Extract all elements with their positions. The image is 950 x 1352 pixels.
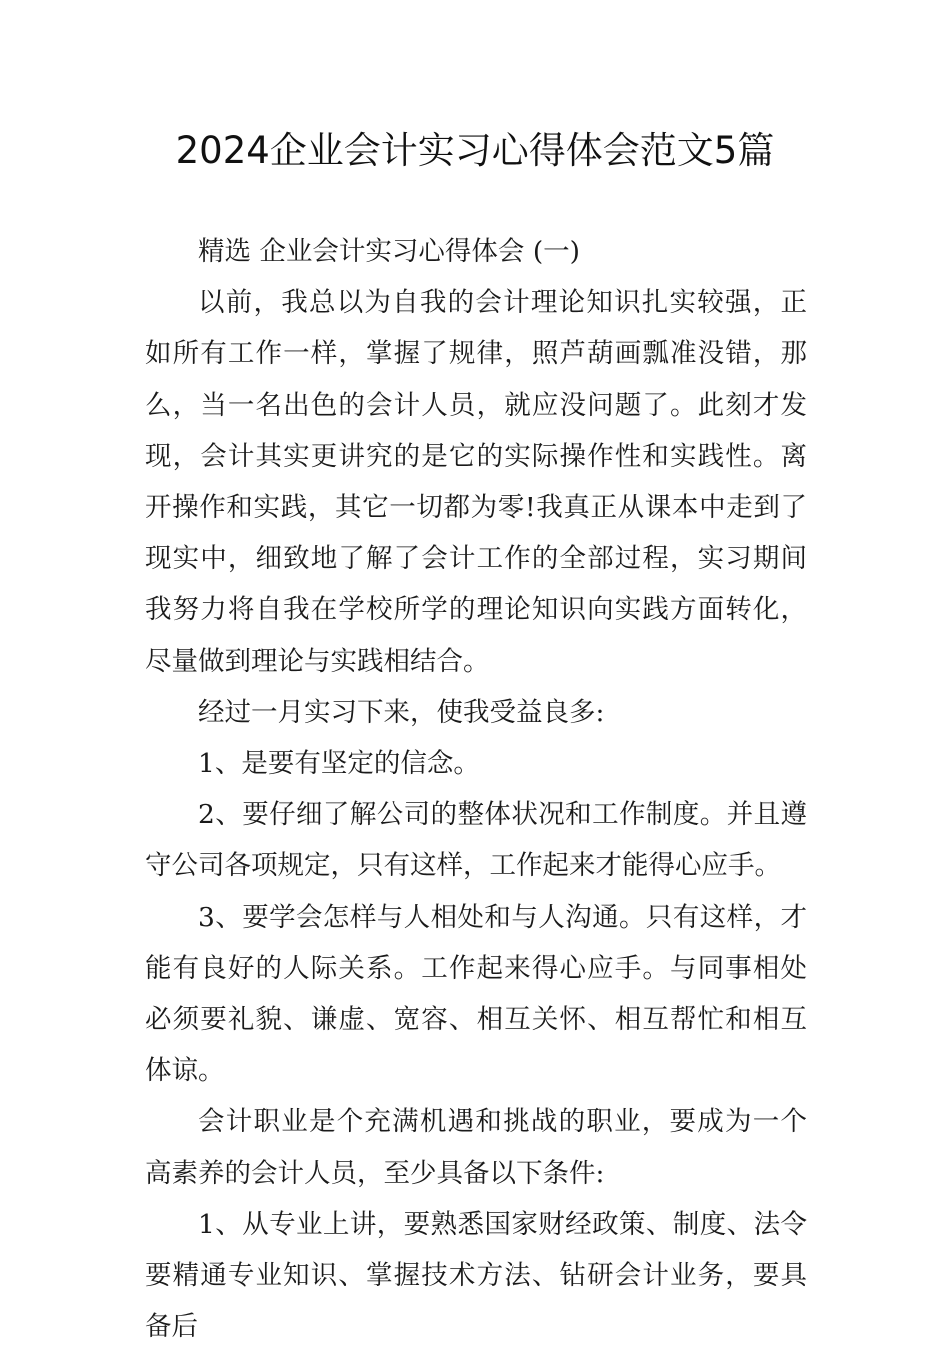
list-item: 3、要学会怎样与人相处和与人沟通。只有这样，才能有良好的人际关系。工作起来得心应手。与同事相处必须要礼貌、谦虚、宽容、相互关怀、相互帮忙和相互体谅。 — [145, 901, 807, 1087]
list-item: 1、从专业上讲，要熟悉国家财经政策、制度、法令要精通专业知识、掌握技术方法、钻研会计业务，要具备后 — [145, 1208, 807, 1343]
list-item: 2、要仔细了解公司的整体状况和工作制度。并且遵守公司各项规定，只有这样，工作起来才能得心应手。 — [145, 799, 807, 882]
document-title: 2024企业会计实习心得体会范文5篇 — [175, 129, 775, 172]
body-paragraph: 会计职业是个充满机遇和挑战的职业，要成为一个高素养的会计人员，至少具备以下条件: — [145, 1106, 807, 1189]
section-heading: 精选 企业会计实习心得体会 (一) — [198, 236, 581, 267]
body-paragraph: 经过一月实习下来，使我受益良多: — [198, 696, 605, 728]
document-body — [145, 226, 807, 1352]
list-item: 1、是要有坚定的信念。 — [198, 748, 480, 780]
body-paragraph: 以前，我总以为自我的会计理论知识扎实较强，正如所有工作一样，掌握了规律，照芦葫画瓢准没错，那么，当一名出色的会计人员，就应没问题了。此刻才发现，会计其实更讲究的是它的实际操作性和实践性。离开操作和实践，其它一切都为零!我真正从课本中走到了现实中，细致地了解了会计工作的全部过程，实习期间我努力将自我在学校所学的理论知识向实践方面转化，尽量做到理论与实践相结合。 — [145, 287, 807, 677]
